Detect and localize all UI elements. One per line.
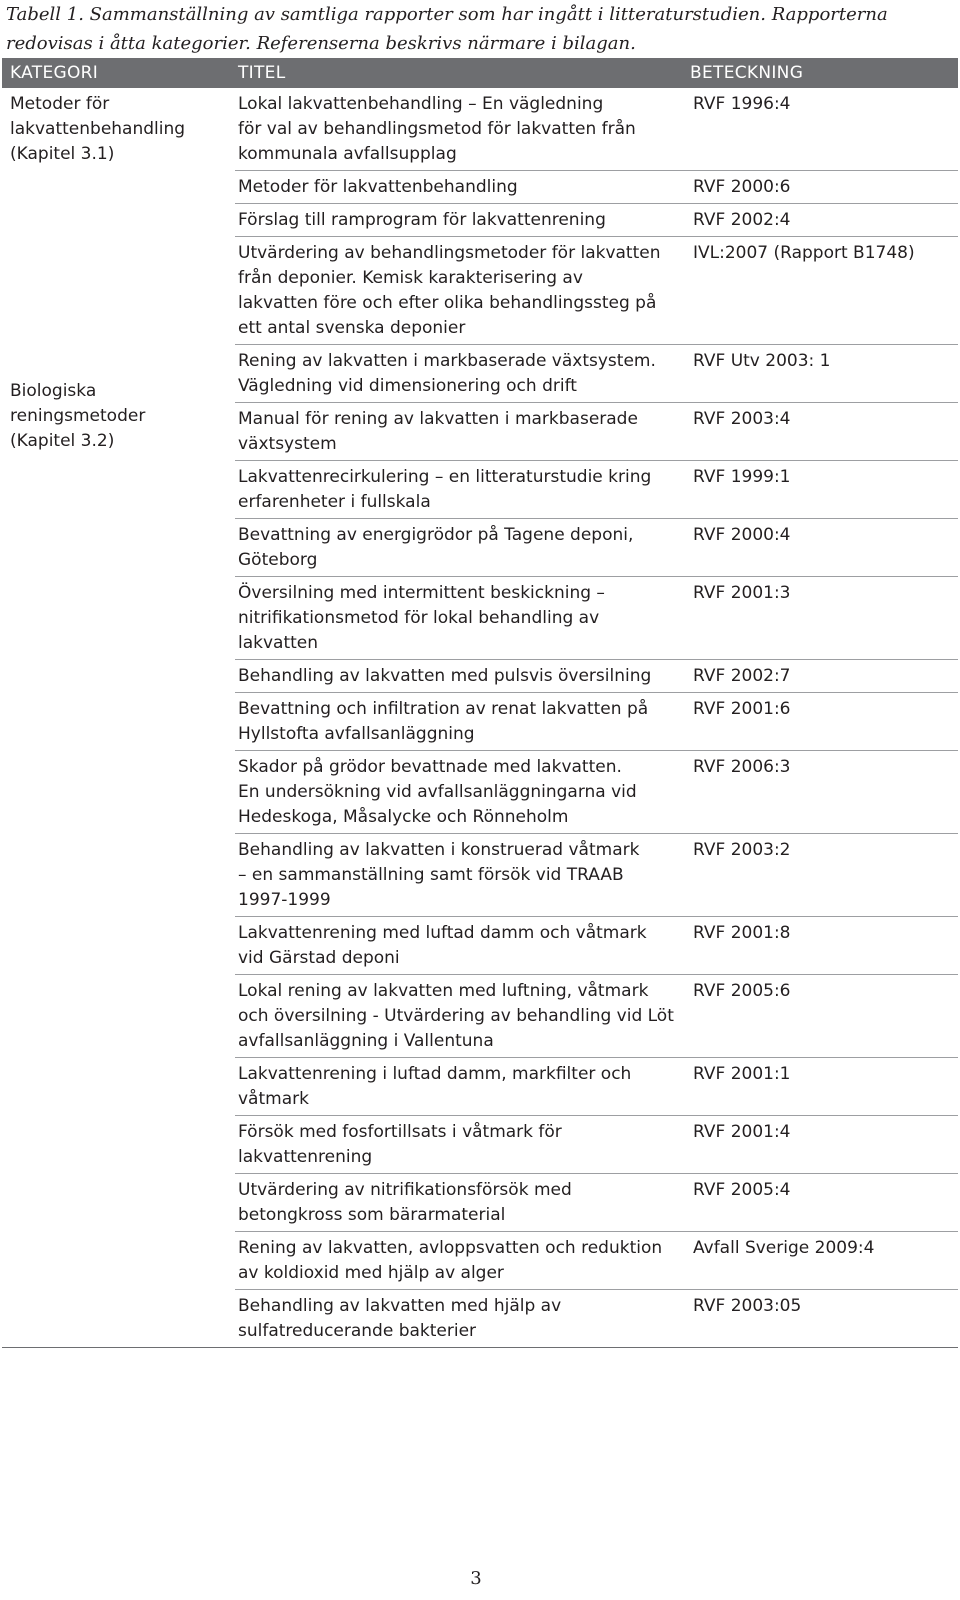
table-row — [235, 204, 958, 237]
row-titel: Lokal rening av lakvatten med luftning, våtmark och översilning - Utvärdering av behandling vid Löt avfallsanläggning i Vallentuna — [238, 981, 674, 1051]
row-beteckning: RVF 2001:8 — [693, 923, 791, 943]
row-beteckning: Avfall Sverige 2009:4 — [693, 1238, 875, 1258]
row-titel: Lakvattenrecirkulering – en litteraturstudie kring erfarenheter i fullskala — [238, 467, 652, 512]
row-titel: Manual för rening av lakvatten i markbaserade växtsystem — [238, 409, 638, 454]
row-beteckning: RVF 2003:4 — [693, 409, 791, 429]
rows-container — [235, 88, 958, 1347]
table-row — [235, 834, 958, 917]
header-kategori: KATEGORI — [10, 63, 99, 83]
row-titel: Lakvattenrening med luftad damm och våtmark vid Gärstad deponi — [238, 923, 647, 968]
table-row — [235, 88, 958, 171]
table-caption: Tabell 1. Sammanställning av samtliga rapporter som har ingått i litteraturstudien. Rapporterna redovisas i åtta kategorier. Referenserna beskrivs närmare i bilagan. — [6, 4, 888, 54]
category-label: Metoder för lakvattenbehandling (Kapitel 3.1) — [10, 94, 186, 164]
header-titel: TITEL — [238, 63, 286, 83]
row-titel: Lokal lakvattenbehandling – En vägledning för val av behandlingsmetod för lakvatten från kommunala avfallsupplag — [238, 94, 636, 164]
row-titel: Behandling av lakvatten med pulsvis översilning — [238, 666, 652, 686]
table-row — [235, 519, 958, 577]
row-beteckning: RVF 2000:6 — [693, 177, 791, 197]
table-row — [235, 1290, 958, 1347]
page-number: 3 — [470, 1568, 482, 1589]
row-titel: Behandling av lakvatten med hjälp av sulfatreducerande bakterier — [238, 1296, 562, 1341]
row-titel: Rening av lakvatten, avloppsvatten och reduktion av koldioxid med hjälp av alger — [238, 1238, 663, 1283]
table-row — [235, 1232, 958, 1290]
table-row — [235, 975, 958, 1058]
table-row — [235, 693, 958, 751]
row-titel: Förslag till ramprogram för lakvattenrening — [238, 210, 606, 230]
table-row — [235, 403, 958, 461]
row-beteckning: RVF 2000:4 — [693, 525, 791, 545]
header-beteckning: BETECKNING — [690, 63, 804, 83]
table-row — [235, 917, 958, 975]
row-beteckning: RVF 2005:4 — [693, 1180, 791, 1200]
row-beteckning: RVF 1999:1 — [693, 467, 791, 487]
row-beteckning: RVF 2001:4 — [693, 1122, 791, 1142]
category-label: Biologiska reningsmetoder (Kapitel 3.2) — [10, 381, 146, 451]
table-header — [2, 58, 958, 88]
table-row — [235, 171, 958, 204]
row-titel: Utvärdering av nitrifikationsförsök med betongkross som bärarmaterial — [238, 1180, 572, 1225]
row-beteckning: RVF 2005:6 — [693, 981, 791, 1001]
table-row — [235, 660, 958, 693]
row-titel: Översilning med intermittent beskickning – nitrifikationsmetod för lokal behandling av lakvatten — [238, 583, 605, 653]
row-titel: Lakvattenrening i luftad damm, markfilter och våtmark — [238, 1064, 632, 1109]
row-titel: Rening av lakvatten i markbaserade växtsystem. Vägledning vid dimensionering och drift — [238, 351, 656, 396]
table-row — [235, 237, 958, 345]
row-beteckning: RVF 2001:6 — [693, 699, 791, 719]
row-titel: Bevattning och infiltration av renat lakvatten på Hyllstofta avfallsanläggning — [238, 699, 649, 744]
row-beteckning: RVF 2002:4 — [693, 210, 791, 230]
table-row — [235, 751, 958, 834]
row-beteckning: RVF 2003:05 — [693, 1296, 802, 1316]
table-row — [235, 577, 958, 660]
row-beteckning: IVL:2007 (Rapport B1748) — [693, 243, 915, 263]
row-beteckning: RVF Utv 2003: 1 — [693, 351, 831, 371]
table-body — [2, 88, 958, 1348]
row-titel: Behandling av lakvatten i konstruerad våtmark – en sammanställning samt försök vid TRAAB 1997-1999 — [238, 840, 640, 910]
category-column — [2, 88, 235, 1347]
row-beteckning: RVF 2003:2 — [693, 840, 791, 860]
table-row — [235, 461, 958, 519]
row-titel: Utvärdering av behandlingsmetoder för lakvatten från deponier. Kemisk karakterisering av lakvatten före och efter olika behandlingssteg på ett antal svenska deponier — [238, 243, 661, 338]
table-row — [235, 1174, 958, 1232]
row-beteckning: RVF 2001:3 — [693, 583, 791, 603]
row-beteckning: RVF 2006:3 — [693, 757, 791, 777]
row-titel: Bevattning av energigrödor på Tagene deponi, Göteborg — [238, 525, 634, 570]
row-titel: Skador på grödor bevattnade med lakvatten. En undersökning vid avfallsanläggningarna vid Hedeskoga, Måsalycke och Rönneholm — [238, 757, 637, 827]
row-titel: Metoder för lakvattenbehandling — [238, 177, 518, 197]
table-row — [235, 345, 958, 403]
row-beteckning: RVF 1996:4 — [693, 94, 791, 114]
row-beteckning: RVF 2002:7 — [693, 666, 791, 686]
row-beteckning: RVF 2001:1 — [693, 1064, 791, 1084]
table-row — [235, 1058, 958, 1116]
reports-table — [2, 58, 958, 1348]
row-titel: Försök med fosfortillsats i våtmark för lakvattenrening — [238, 1122, 562, 1167]
table-row — [235, 1116, 958, 1174]
